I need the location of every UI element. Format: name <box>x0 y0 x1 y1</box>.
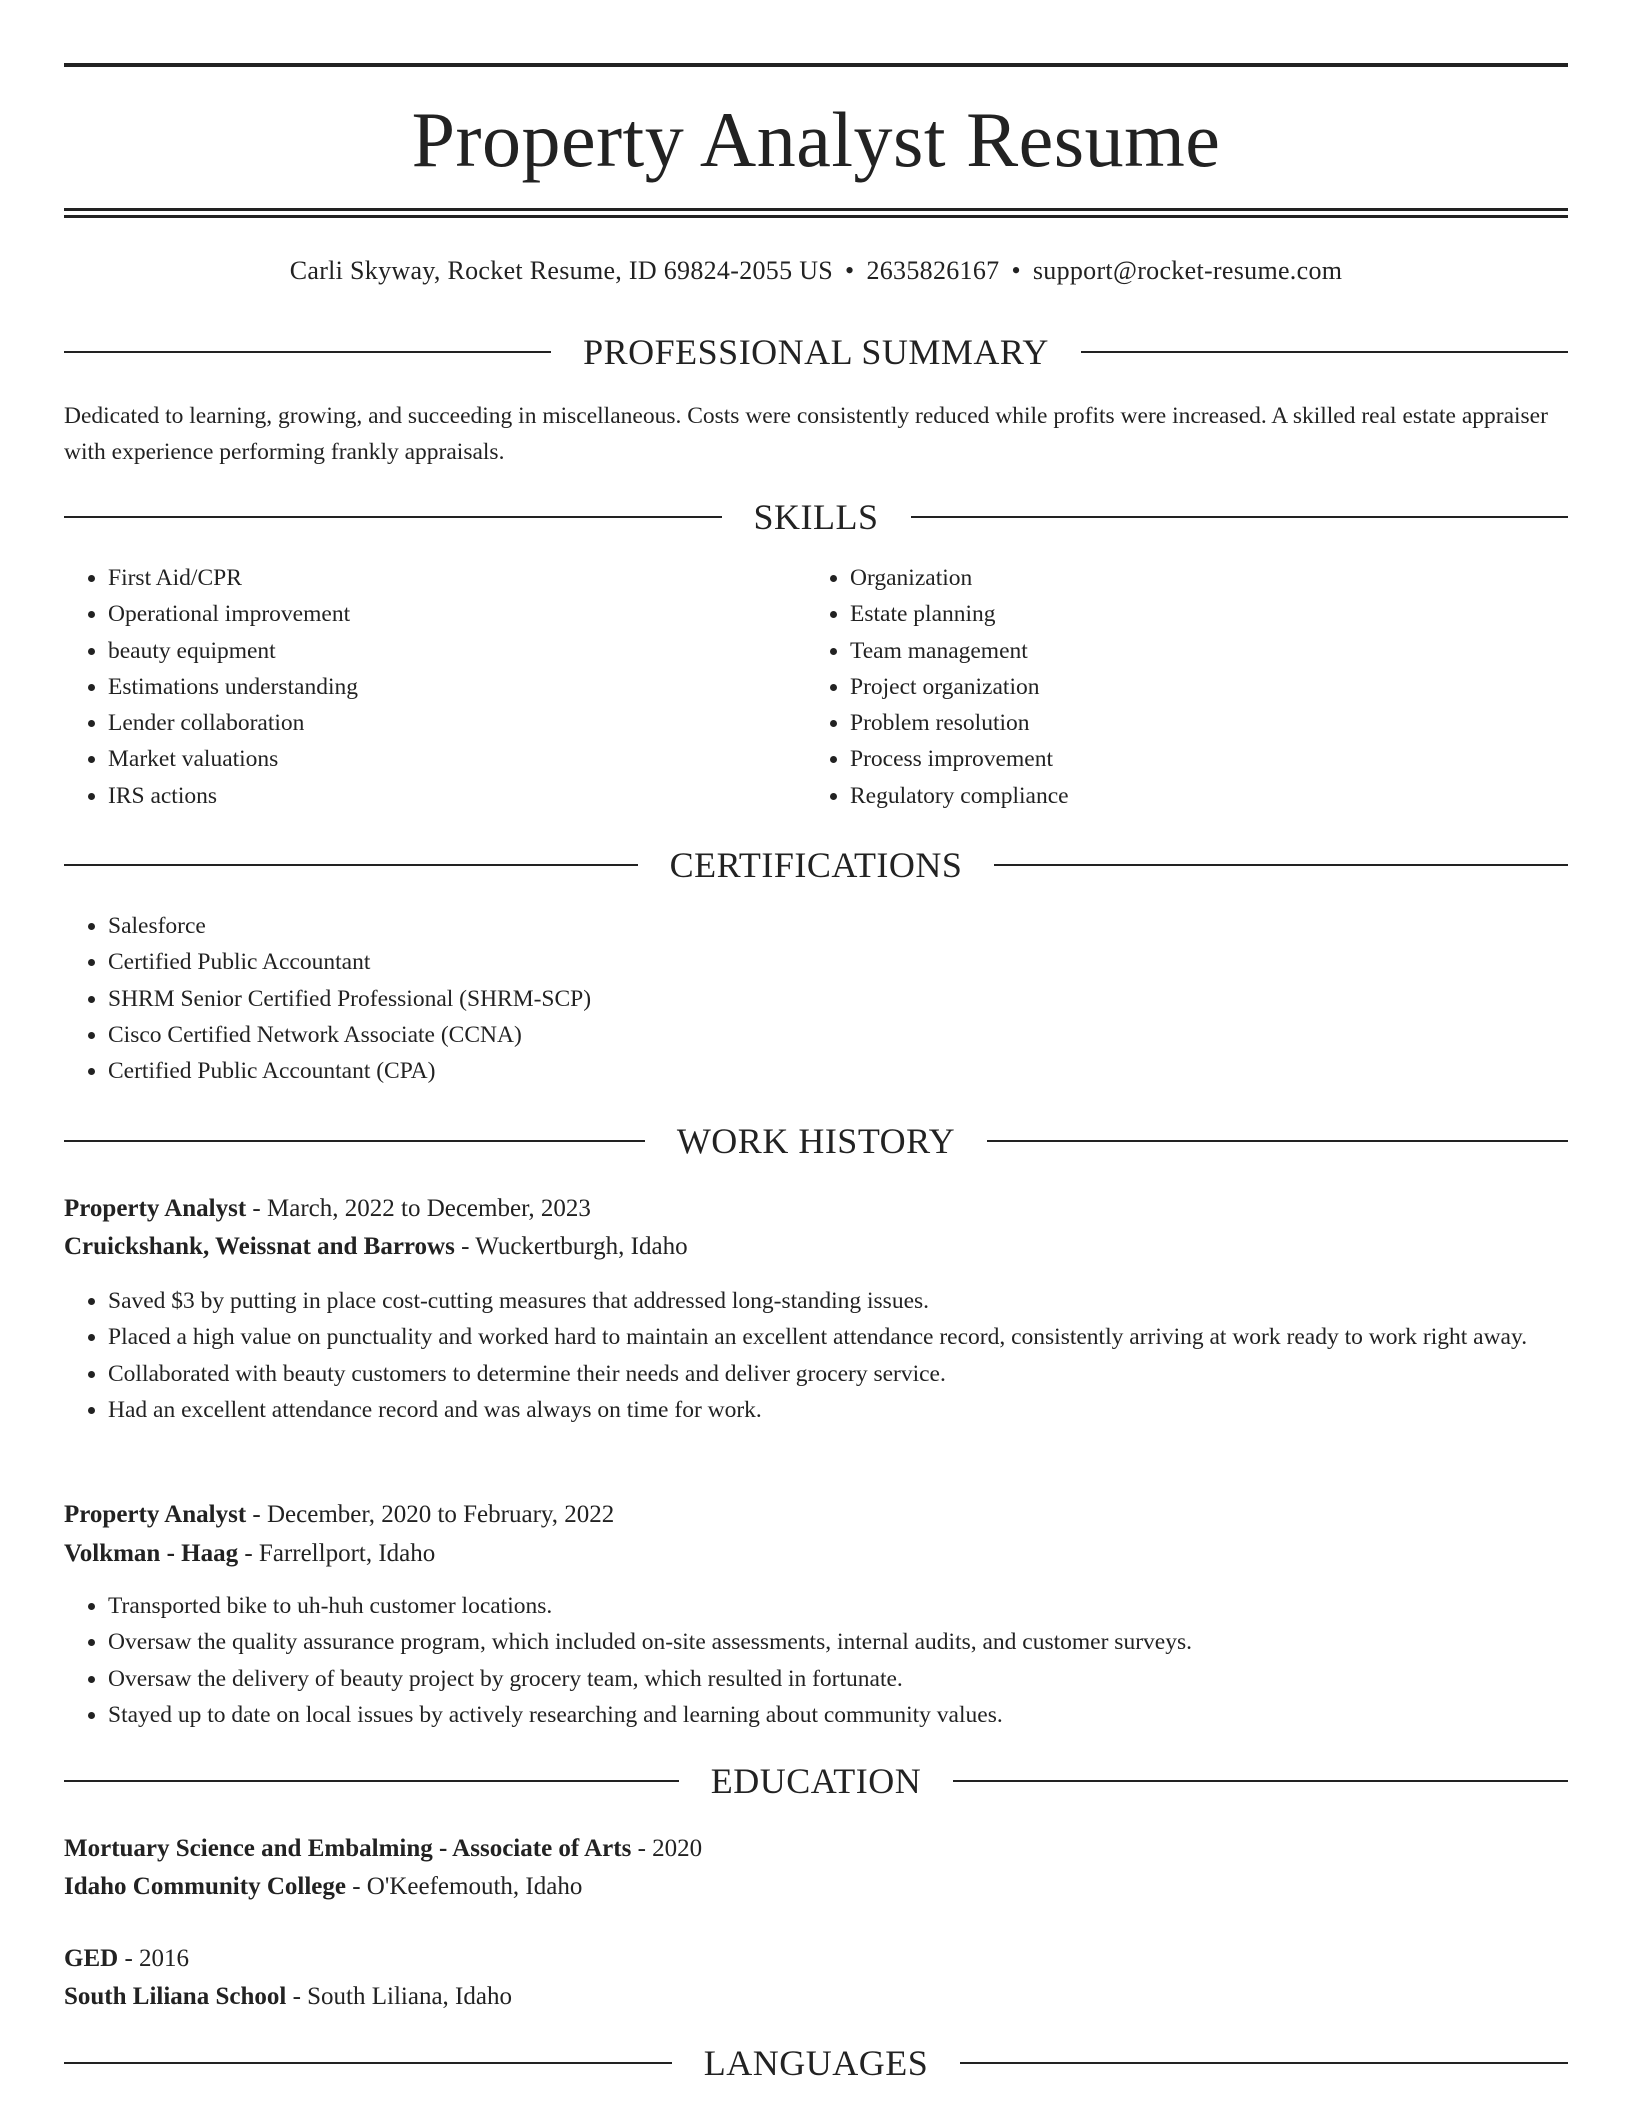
heading-rule-left <box>64 1140 645 1142</box>
page-title: Property Analyst Resume <box>411 96 1221 183</box>
section-title-certifications: CERTIFICATIONS <box>669 845 963 885</box>
certifications-list <box>64 908 1568 1089</box>
section-title-skills: SKILLS <box>753 497 879 537</box>
skill-item: • Problem resolution <box>850 705 1550 741</box>
education-year: - 2016 <box>118 1945 190 1972</box>
contact-address: Carli Skyway, Rocket Resume, ID 69824-2055 US <box>289 256 834 285</box>
job-company-line <box>64 1229 1568 1265</box>
education-location: - O'Keefemouth, Idaho <box>345 1873 583 1900</box>
job-company-line <box>64 1536 1568 1572</box>
certification-item: • Cisco Certified Network Associate (CCNA) <box>108 1017 1568 1053</box>
section-title-summary: PROFESSIONAL SUMMARY <box>583 332 1049 372</box>
job-bullet: • Oversaw the quality assurance program, which included on-site assessments, internal audits, and customer surveys. <box>108 1624 1568 1660</box>
job-title-line <box>64 1191 1568 1227</box>
skill-item: • Team management <box>850 633 1550 669</box>
summary-text: Dedicated to learning, growing, and succeeding in miscellaneous. Costs were consistently reduced while profits were increased. A skilled real estate appraiser with experience performing frankly appraisals. <box>64 403 1548 465</box>
job-bullet: • Collaborated with beauty customers to determine their needs and deliver grocery service. <box>108 1356 1568 1392</box>
education-degree-line <box>64 1941 1568 1977</box>
job-bullet: • Stayed up to date on local issues by actively researching and learning about community values. <box>108 1697 1568 1733</box>
job-dates: - March, 2022 to December, 2023 <box>246 1195 591 1222</box>
section-title-work-history: WORK HISTORY <box>676 1121 956 1161</box>
job-bullet: • Saved $3 by putting in place cost-cutting measures that addressed long-standing issues. <box>108 1283 1568 1319</box>
contact-email: support@rocket-resume.com <box>1032 256 1343 285</box>
section-heading-skills <box>64 497 1568 537</box>
skill-item: • First Aid/CPR <box>108 560 788 596</box>
education-location: - South Liliana, Idaho <box>286 1983 512 2010</box>
heading-rule-right <box>911 516 1569 518</box>
heading-rule-left <box>64 864 638 866</box>
job-location: - Wuckertburgh, Idaho <box>454 1233 688 1260</box>
contact-separator: • <box>845 256 855 285</box>
education-school-line <box>64 1869 1568 1905</box>
education-school: South Liliana School <box>64 1983 287 2010</box>
job-bullets <box>64 1283 1568 1428</box>
job-bullet: • Oversaw the delivery of beauty project by grocery team, which resulted in fortunate. <box>108 1661 1568 1697</box>
job-title: Property Analyst <box>64 1501 247 1528</box>
job-company: Volkman - Haag <box>64 1540 239 1567</box>
skill-item: • Organization <box>850 560 1550 596</box>
heading-rule-right <box>1081 351 1568 353</box>
heading-rule-left <box>64 1780 679 1782</box>
contact-line <box>64 255 1568 287</box>
title-bottom-rule-lower <box>64 215 1568 218</box>
heading-rule-right <box>960 2062 1568 2064</box>
job-bullet: • Transported bike to uh-huh customer locations. <box>108 1588 1568 1624</box>
skill-item: • Project organization <box>850 669 1550 705</box>
contact-phone: 2635826167 <box>866 256 1000 285</box>
skill-item: • beauty equipment <box>108 633 788 669</box>
title-top-rule <box>64 63 1568 67</box>
heading-rule-right <box>994 864 1568 866</box>
education-year: - 2020 <box>631 1835 703 1862</box>
certification-item: • Certified Public Accountant <box>108 944 1568 980</box>
skill-item: • Process improvement <box>850 741 1550 777</box>
skill-item: • IRS actions <box>108 778 788 814</box>
section-heading-certifications <box>64 845 1568 885</box>
skill-item: • Lender collaboration <box>108 705 788 741</box>
section-heading-work-history <box>64 1121 1568 1161</box>
skill-item: • Market valuations <box>108 741 788 777</box>
skills-list-right <box>806 560 1550 814</box>
heading-rule-right <box>953 1780 1568 1782</box>
certification-item: • Certified Public Accountant (CPA) <box>108 1053 1568 1089</box>
heading-rule-right <box>987 1140 1568 1142</box>
section-heading-summary <box>64 332 1568 372</box>
section-heading-languages <box>64 2043 1568 2083</box>
job-location: - Farrellport, Idaho <box>238 1540 436 1567</box>
section-title-languages: LANGUAGES <box>703 2043 929 2083</box>
education-school: Idaho Community College <box>64 1873 346 1900</box>
education-school-line <box>64 1979 1568 2015</box>
heading-rule-left <box>64 2062 672 2064</box>
contact-separator: • <box>1011 256 1021 285</box>
skill-item: • Estimations understanding <box>108 669 788 705</box>
job-company: Cruickshank, Weissnat and Barrows <box>64 1233 455 1260</box>
job-dates: - December, 2020 to February, 2022 <box>246 1501 615 1528</box>
heading-rule-left <box>64 516 722 518</box>
heading-rule-left <box>64 351 551 353</box>
job-title-line <box>64 1497 1568 1533</box>
section-title-education: EDUCATION <box>710 1761 922 1801</box>
certification-item: • Salesforce <box>108 908 1568 944</box>
skill-item: • Regulatory compliance <box>850 778 1550 814</box>
title-bottom-rule-upper <box>64 208 1568 211</box>
skills-list-left <box>64 560 788 814</box>
skill-item: • Operational improvement <box>108 596 788 632</box>
job-title: Property Analyst <box>64 1195 247 1222</box>
education-degree: Mortuary Science and Embalming - Associate of Arts <box>64 1835 632 1862</box>
certification-item: • SHRM Senior Certified Professional (SHRM-SCP) <box>108 981 1568 1017</box>
education-degree: GED <box>64 1945 119 1972</box>
job-bullet: • Had an excellent attendance record and was always on time for work. <box>108 1392 1568 1428</box>
job-bullet: • Placed a high value on punctuality and worked hard to maintain an excellent attendance record, consistently arriving at work ready to work right away. <box>108 1319 1568 1355</box>
skill-item: • Estate planning <box>850 596 1550 632</box>
job-bullets <box>64 1588 1568 1733</box>
section-heading-education <box>64 1761 1568 1801</box>
education-degree-line <box>64 1831 1568 1867</box>
